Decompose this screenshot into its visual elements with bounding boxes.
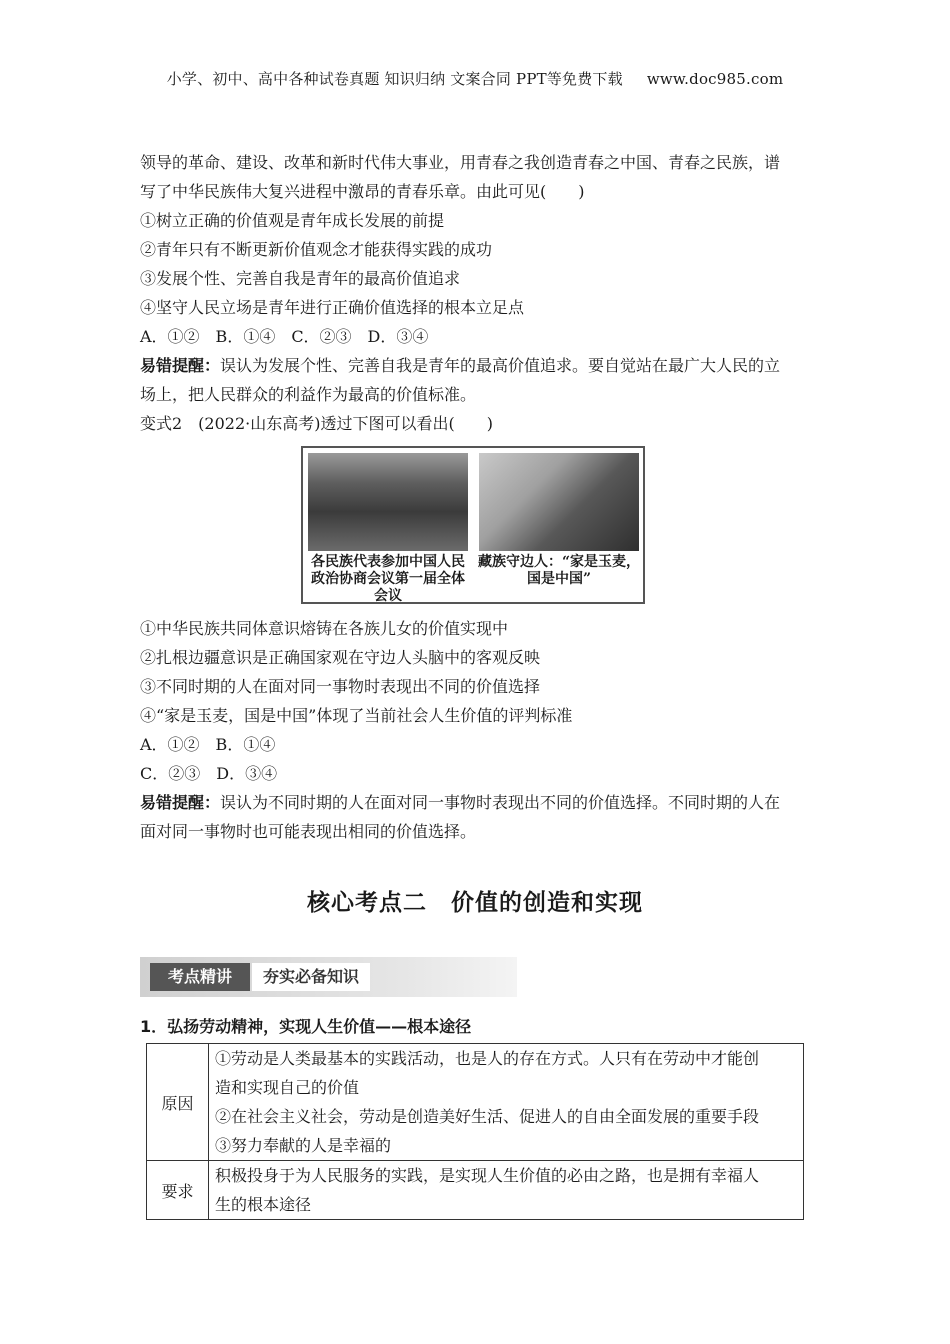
q1-tip-label: 易错提醒： [140, 356, 221, 375]
q1-tip-line-2: 场上，把人民群众的利益作为最高的价值标准。 [140, 385, 477, 404]
q2-tip-line-1: 误认为不同时期的人在面对同一事物时表现出不同的价值选择。不同时期的人在 [220, 793, 781, 812]
q2-tip-label: 易错提醒： [140, 793, 221, 812]
banner-subtitle: 夯实必备知识 [252, 963, 370, 991]
q1-tip-line-1: 误认为发展个性、完善自我是青年的最高价值追求。要自觉站在最广大人民的立 [220, 356, 781, 375]
caption-left-line-2: 政治协商会议第一届全体 [311, 571, 465, 587]
caption-right-line-2: 国是中国” [526, 571, 592, 587]
q2-choices-2: C．②③ D．③④ [140, 764, 278, 783]
border-guard-photo [479, 453, 639, 551]
row-head-requirement: 要求 [147, 1161, 209, 1220]
q1-tip [140, 351, 812, 380]
q2-figure [301, 446, 645, 604]
point-1-title: 1．弘扬劳动精神，实现人生价值——根本途径 [140, 1017, 472, 1036]
section-banner [140, 957, 517, 997]
q1-option-4: ④坚守人民立场是青年进行正确价值选择的根本立足点 [140, 298, 525, 317]
banner-tag: 考点精讲 [150, 963, 250, 991]
caption-right [477, 554, 641, 588]
table-row [147, 1044, 804, 1161]
q2-option-2: ②扎根边疆意识是正确国家观在守边人头脑中的客观反映 [140, 648, 541, 667]
row-body-reason [209, 1044, 804, 1161]
reason-line-1: ①劳动是人类最基本的实践活动，也是人的存在方式。人只有在劳动中才能创 [215, 1049, 760, 1068]
page-header [0, 68, 950, 89]
q1-stem-line-1: 领导的革命、建设、改革和新时代伟大事业，用青春之我创造青春之中国、青春之民族，谱 [140, 153, 781, 172]
reason-line-4: ③努力奉献的人是幸福的 [215, 1136, 392, 1155]
reason-line-2: 造和实现自己的价值 [215, 1078, 360, 1097]
caption-left-line-3: 会议 [374, 588, 402, 604]
row-head-reason: 原因 [147, 1044, 209, 1161]
q1-option-2: ②青年只有不断更新价值观念才能获得实践的成功 [140, 240, 493, 259]
reason-line-3: ②在社会主义社会，劳动是创造美好生活、促进人的自由全面发展的重要手段 [215, 1107, 760, 1126]
q2-title: 变式2 (2022·山东高考)透过下图可以看出( ) [140, 414, 493, 433]
header-text: 小学、初中、高中各种试卷真题 知识归纳 文案合同 PPT等免费下载 [166, 70, 623, 88]
q1-option-3: ③发展个性、完善自我是青年的最高价值追求 [140, 269, 461, 288]
caption-left [306, 554, 470, 605]
q1-option-1: ①树立正确的价值观是青年成长发展的前提 [140, 211, 445, 230]
q1-choices: A．①② B．①④ C．②③ D．③④ [140, 327, 429, 346]
q2-option-3: ③不同时期的人在面对同一事物时表现出不同的价值选择 [140, 677, 541, 696]
q2-tip [140, 788, 812, 817]
requirement-line-2: 生的根本途径 [215, 1195, 312, 1214]
caption-right-line-1: 藏族守边人：“家是玉麦， [477, 554, 641, 570]
requirement-line-1: 积极投身于为人民服务的实践，是实现人生价值的必由之路，也是拥有幸福人 [215, 1166, 760, 1185]
caption-left-line-1: 各民族代表参加中国人民 [311, 554, 465, 570]
knowledge-table [146, 1043, 804, 1220]
header-url: www.doc985.com [646, 70, 784, 88]
q2-choices-1: A．①② B．①④ [140, 735, 276, 754]
question-1 [140, 148, 812, 438]
q1-stem-line-2: 写了中华民族伟大复兴进程中激昂的青春乐章。由此可见( ) [140, 182, 585, 201]
q2-tip-line-2: 面对同一事物时也可能表现出相同的价值选择。 [140, 822, 477, 841]
row-body-requirement [209, 1161, 804, 1220]
q2-option-4: ④“家是玉麦，国是中国”体现了当前社会人生价值的评判标准 [140, 706, 573, 725]
q2-option-1: ①中华民族共同体意识熔铸在各族儿女的价值实现中 [140, 619, 509, 638]
question-2-body [140, 614, 812, 846]
section-title: 核心考点二 价值的创造和实现 [307, 890, 643, 916]
conference-photo [308, 453, 468, 551]
table-row [147, 1161, 804, 1220]
